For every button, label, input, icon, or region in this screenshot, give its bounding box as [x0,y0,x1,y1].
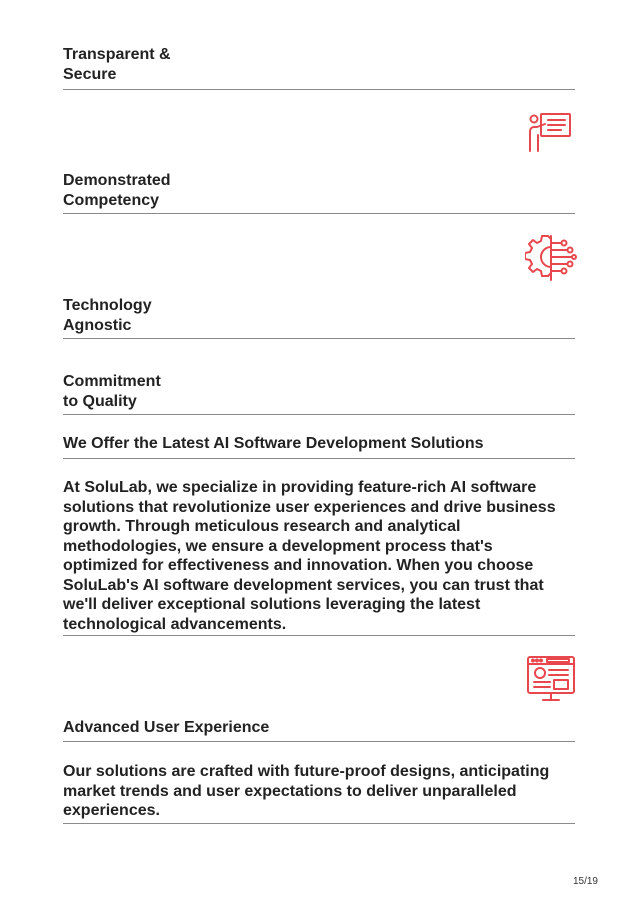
gear-circuit-icon [525,233,577,283]
divider [63,338,575,339]
feature-title: Advanced User Experience [63,719,270,736]
section-title-technology-agnostic: Technology Agnostic [63,297,152,334]
page-number: 15/19 [572,876,598,887]
divider [63,741,575,742]
section-title-commitment-quality: Commitment to Quality [63,373,161,410]
browser-ui-icon [526,655,576,703]
divider [63,414,575,415]
divider [63,213,575,214]
divider [63,823,575,824]
feature-body: Our solutions are crafted with future-proof designs, anticipating market trends and user expectations to deliver unparalleled experiences. [63,763,550,819]
offer-body: At SoluLab, we specialize in providing feature-rich AI software solutions that revolutionize user experiences and drive business growth. Through meticulous research and analytical methodologies, we ensure a development process that's optimized for effectiveness and innovation. When you choose SoluLab's AI software development services, you can trust that we'll deliver exceptional solutions leveraging the latest technological advancements. [63,479,556,633]
section-title-transparent-secure: Transparent & Secure [63,46,171,83]
presentation-icon [527,111,573,153]
divider [63,89,575,90]
offer-heading: We Offer the Latest AI Software Development Solutions [63,435,484,452]
divider [63,635,575,636]
section-title-demonstrated-competency: Demonstrated Competency [63,172,171,209]
divider [63,458,575,459]
